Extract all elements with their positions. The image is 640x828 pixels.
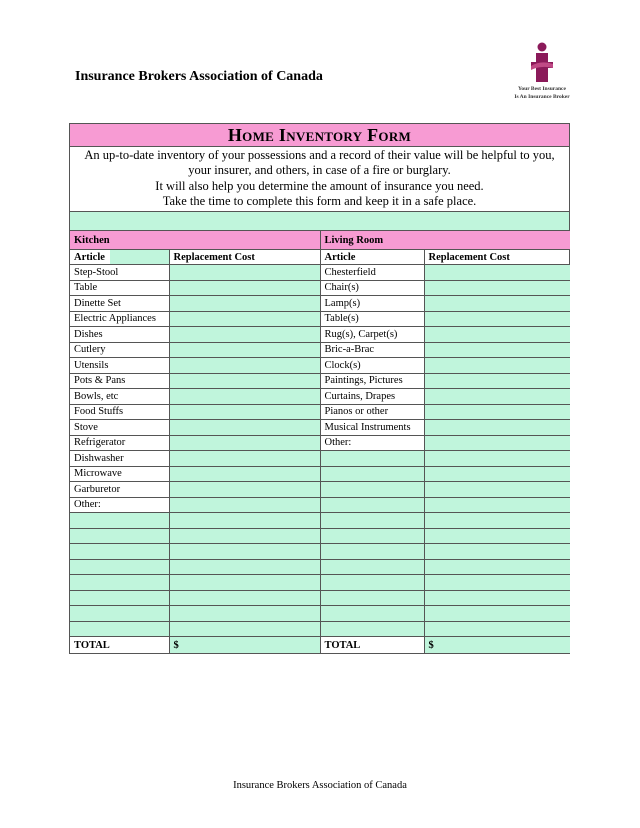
living-article-cell[interactable]	[320, 451, 424, 467]
kitchen-cost-field[interactable]	[169, 590, 320, 606]
living-article-cell[interactable]	[320, 513, 424, 529]
living-cost-field[interactable]	[424, 606, 570, 622]
living-cost-field[interactable]	[424, 420, 570, 436]
living-cost-field[interactable]	[424, 358, 570, 374]
kitchen-cost-field[interactable]	[169, 358, 320, 374]
table-row	[70, 497, 570, 513]
living-cost-field[interactable]	[424, 575, 570, 591]
living-cost-field[interactable]	[424, 528, 570, 544]
table-row	[70, 435, 570, 451]
table-row	[70, 389, 570, 405]
kitchen-article-cell: Cutlery	[70, 342, 169, 358]
kitchen-article-cell: Other:	[70, 497, 169, 513]
kitchen-article-cell: Table	[70, 280, 169, 296]
table-row	[70, 451, 570, 467]
table-row	[70, 466, 570, 482]
living-article-cell: Curtains, Drapes	[320, 389, 424, 405]
living-article-cell[interactable]	[320, 575, 424, 591]
kitchen-article-cell: Microwave	[70, 466, 169, 482]
living-article-cell[interactable]	[320, 544, 424, 560]
kitchen-article-cell: Dishwasher	[70, 451, 169, 467]
form-intro	[70, 147, 569, 212]
table-row	[70, 311, 570, 327]
kitchen-article-cell: Food Stuffs	[70, 404, 169, 420]
living-article-header: Article	[320, 250, 424, 265]
kitchen-article-cell: Electric Appliances	[70, 311, 169, 327]
kitchen-cost-field[interactable]	[169, 435, 320, 451]
logo	[512, 42, 572, 102]
living-article-cell: Musical Instruments	[320, 420, 424, 436]
kitchen-cost-field[interactable]	[169, 280, 320, 296]
kitchen-cost-field[interactable]	[169, 621, 320, 637]
kitchen-article-cell[interactable]	[70, 528, 169, 544]
table-row	[70, 265, 570, 281]
kitchen-article-cell[interactable]	[70, 606, 169, 622]
kitchen-total-label: TOTAL	[70, 637, 169, 654]
broker-logo-icon	[527, 42, 557, 84]
kitchen-article-cell[interactable]	[70, 544, 169, 560]
living-cost-field[interactable]	[424, 590, 570, 606]
kitchen-cost-field[interactable]	[169, 544, 320, 560]
living-cost-field[interactable]	[424, 296, 570, 312]
table-row	[70, 373, 570, 389]
living-article-cell: Table(s)	[320, 311, 424, 327]
living-cost-field[interactable]	[424, 497, 570, 513]
living-cost-field[interactable]	[424, 513, 570, 529]
intro-line: It will also help you determine the amount of insurance you need.	[155, 178, 484, 193]
living-article-cell: Paintings, Pictures	[320, 373, 424, 389]
kitchen-cost-field[interactable]	[169, 466, 320, 482]
living-article-cell[interactable]	[320, 482, 424, 498]
section-header-row	[70, 231, 570, 250]
table-row	[70, 559, 570, 575]
logo-tagline-2: Is An Insurance Broker	[514, 94, 570, 100]
kitchen-article-cell: Garburetor	[70, 482, 169, 498]
table-row	[70, 528, 570, 544]
table-row	[70, 621, 570, 637]
table-row	[70, 544, 570, 560]
total-row	[70, 637, 570, 654]
kitchen-article-cell: Utensils	[70, 358, 169, 374]
inventory-table	[70, 231, 570, 653]
table-row	[70, 342, 570, 358]
living-cost-field[interactable]	[424, 373, 570, 389]
living-article-cell[interactable]	[320, 497, 424, 513]
living-cost-field[interactable]	[424, 482, 570, 498]
kitchen-cost-field[interactable]	[169, 451, 320, 467]
living-article-cell[interactable]	[320, 528, 424, 544]
living-cost-field[interactable]	[424, 265, 570, 281]
spacer-row	[70, 212, 569, 231]
table-row	[70, 404, 570, 420]
kitchen-cost-field[interactable]	[169, 311, 320, 327]
kitchen-article-cell[interactable]	[70, 513, 169, 529]
kitchen-cost-field[interactable]	[169, 404, 320, 420]
kitchen-cost-field[interactable]	[169, 606, 320, 622]
kitchen-article-cell: Refrigerator	[70, 435, 169, 451]
living-cost-field[interactable]	[424, 544, 570, 560]
living-article-cell: Bric-a-Brac	[320, 342, 424, 358]
living-article-cell: Chesterfield	[320, 265, 424, 281]
table-row	[70, 327, 570, 343]
living-article-cell[interactable]	[320, 621, 424, 637]
kitchen-article-cell: Pots & Pans	[70, 373, 169, 389]
kitchen-cost-field[interactable]	[169, 528, 320, 544]
kitchen-article-cell: Dinette Set	[70, 296, 169, 312]
kitchen-cost-field[interactable]	[169, 420, 320, 436]
form-title: Home Inventory Form	[70, 124, 569, 147]
kitchen-cost-field[interactable]	[169, 497, 320, 513]
living-cost-field[interactable]	[424, 435, 570, 451]
living-cost-field[interactable]	[424, 311, 570, 327]
kitchen-article-cell: Dishes	[70, 327, 169, 343]
living-article-cell: Pianos or other	[320, 404, 424, 420]
page-footer: Insurance Brokers Association of Canada	[233, 780, 407, 791]
table-row	[70, 590, 570, 606]
living-total-field[interactable]: $	[424, 637, 570, 654]
living-cost-field[interactable]	[424, 389, 570, 405]
table-row	[70, 482, 570, 498]
kitchen-cost-header: Replacement Cost	[169, 250, 320, 265]
living-cost-field[interactable]	[424, 280, 570, 296]
table-row	[70, 606, 570, 622]
section-living-room: Living Room	[320, 231, 570, 250]
kitchen-total-field[interactable]: $	[169, 637, 320, 654]
living-article-cell: Clock(s)	[320, 358, 424, 374]
kitchen-cost-field[interactable]	[169, 342, 320, 358]
table-row	[70, 280, 570, 296]
kitchen-cost-field[interactable]	[169, 482, 320, 498]
table-row	[70, 420, 570, 436]
inventory-form	[69, 123, 570, 654]
kitchen-cost-field[interactable]	[169, 389, 320, 405]
table-row	[70, 296, 570, 312]
kitchen-article-cell: Bowls, etc	[70, 389, 169, 405]
intro-line: Take the time to complete this form and keep it in a safe place.	[162, 193, 477, 208]
kitchen-cost-field[interactable]	[169, 296, 320, 312]
living-article-cell: Other:	[320, 435, 424, 451]
living-cost-field[interactable]	[424, 342, 570, 358]
kitchen-cost-field[interactable]	[169, 559, 320, 575]
living-cost-field[interactable]	[424, 621, 570, 637]
living-total-label: TOTAL	[320, 637, 424, 654]
kitchen-cost-field[interactable]	[169, 575, 320, 591]
living-cost-field[interactable]	[424, 451, 570, 467]
living-article-cell: Chair(s)	[320, 280, 424, 296]
table-row	[70, 358, 570, 374]
kitchen-article-cell[interactable]	[70, 621, 169, 637]
kitchen-cost-field[interactable]	[169, 513, 320, 529]
living-cost-field[interactable]	[424, 466, 570, 482]
section-kitchen: Kitchen	[70, 231, 320, 250]
kitchen-article-cell[interactable]	[70, 590, 169, 606]
kitchen-article-cell[interactable]	[70, 575, 169, 591]
table-row	[70, 513, 570, 529]
kitchen-article-cell[interactable]	[70, 559, 169, 575]
kitchen-cost-field[interactable]	[169, 373, 320, 389]
living-cost-field[interactable]	[424, 327, 570, 343]
living-article-cell[interactable]	[320, 466, 424, 482]
living-cost-header: Replacement Cost	[424, 250, 570, 265]
intro-line: An up-to-date inventory of your possessions and a record of their value will be helpful to you,	[84, 148, 555, 162]
kitchen-cost-field[interactable]	[169, 265, 320, 281]
living-article-cell: Lamp(s)	[320, 296, 424, 312]
intro-line: your insurer, and others, in case of a fire or burglary.	[188, 163, 451, 178]
kitchen-article-header: Article	[70, 250, 169, 265]
kitchen-article-cell: Step-Stool	[70, 265, 169, 281]
column-header-row	[70, 250, 570, 265]
table-row	[70, 575, 570, 591]
living-article-cell[interactable]	[320, 590, 424, 606]
living-cost-field[interactable]	[424, 559, 570, 575]
organization-title: Insurance Brokers Association of Canada	[75, 69, 323, 84]
kitchen-cost-field[interactable]	[169, 327, 320, 343]
living-article-cell[interactable]	[320, 606, 424, 622]
logo-tagline-1: Your Best Insurance	[518, 86, 566, 92]
living-cost-field[interactable]	[424, 404, 570, 420]
living-article-cell[interactable]	[320, 559, 424, 575]
living-article-cell: Rug(s), Carpet(s)	[320, 327, 424, 343]
kitchen-article-cell: Stove	[70, 420, 169, 436]
